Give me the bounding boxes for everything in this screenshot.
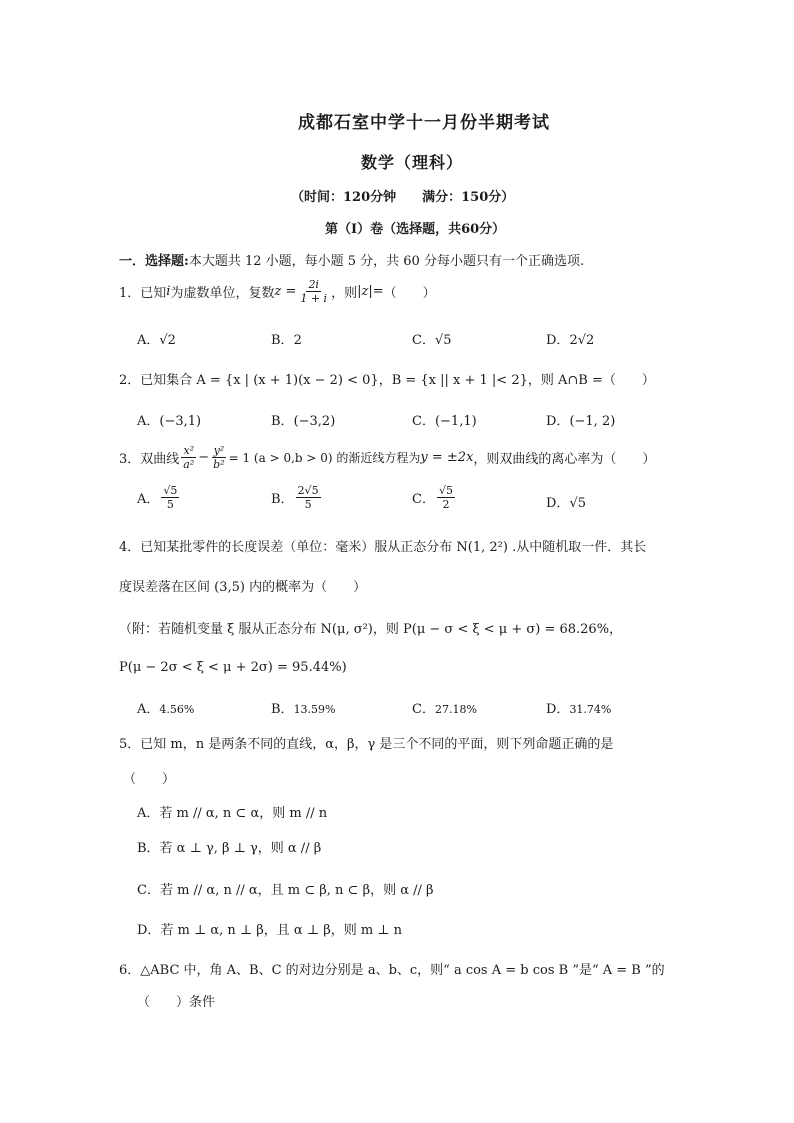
q1-var-i: i (166, 284, 171, 299)
question-4-line-1: 4．已知某批零件的长度误差（单位：毫米）服从正态分布 N(1, 2²) .从中随机取一件．其长 (119, 540, 647, 555)
q1-paren: （ ） (383, 286, 436, 301)
q1-option-b: B．2 (271, 333, 302, 348)
q5-option-b: B．若 α ⊥ γ, β ⊥ γ，则 α // β (137, 841, 322, 856)
q3-asymptote: y = ±2x (420, 450, 474, 465)
q1-text-e: ，则 (331, 286, 358, 301)
question-6-line-2: （ ）条件 (137, 995, 216, 1010)
q3-text-d: ，则双曲线的离心率为（ ） (473, 452, 656, 467)
q5-option-a: A．若 m // α, n ⊂ α，则 m // n (137, 806, 328, 821)
q2-option-c: C．(−1,1) (412, 414, 477, 429)
exam-title: 成都石室中学十一月份半期考试 (298, 113, 550, 133)
question-5-line-1: 5．已知 m，n 是两条不同的直线，α，β，γ 是三个不同的平面，则下列命题正确的是 (119, 737, 614, 752)
q3-fraction-x: $\frac{\text{x²}}{\text{a²}}$ (183, 444, 195, 471)
q1-option-d: D．2√2 (546, 333, 595, 348)
q3-text-a: 3．双曲线 (119, 452, 180, 467)
q4-option-d: D．31.74% (546, 702, 612, 717)
exam-info: （时间：120分钟 满分：150分） (291, 190, 515, 205)
q1-abs-z: |z|= (357, 284, 384, 299)
q1-var-z: z = (274, 284, 297, 299)
question-4-line-3: （附：若随机变量 ξ 服从正态分布 N(μ, σ²)，则 P(μ − σ < ξ < μ + σ) = 68.26%， (119, 622, 623, 637)
question-5-line-2: （ ） (123, 772, 176, 787)
q1-option-c: C．√5 (412, 333, 452, 348)
q1-fraction-den: 1 + i (300, 292, 328, 305)
question-3 (119, 444, 655, 471)
q4-option-c: C．27.18% (412, 702, 477, 717)
question-4-line-2: 度误差落在区间 (3,5) 内的概率为（ ） (119, 580, 367, 595)
question-6-line-1: 6．△ABC 中，角 A、B、C 的对边分别是 a、b、c，则“ a cos A = b cos B ”是“ A = B ”的 (119, 963, 665, 978)
instructions (119, 250, 584, 269)
q5-option-c: C．若 m // α, n // α，且 m ⊂ β, n ⊂ β，则 α // β (137, 883, 434, 898)
q3-fraction-y: $\frac{\text{y²}}{\text{b²}}$ (213, 444, 225, 471)
q1-fraction-num: 2i (308, 278, 319, 291)
q3-option-b: B． $\frac{2√5}{5}$ (271, 484, 319, 511)
q3-option-d: D．√5 (546, 496, 586, 511)
q2-option-b: B．(−3,2) (271, 414, 336, 429)
instructions-text: 本大题共 12 小题，每小题 5 分，共 60 分每小题只有一个正确选项. (188, 254, 585, 269)
q3-option-a: A． $\frac{√5}{5}$ (137, 484, 178, 511)
question-2: 2．已知集合 A = {x | (x + 1)(x − 2) < 0}，B = {x || x + 1 |< 2}，则 A∩B =（ ） (119, 373, 655, 388)
q1-option-a: A．√2 (137, 333, 176, 348)
q1-text-c: 为虚数单位，复数 (170, 286, 275, 301)
q3-text-b: = 1 (a > 0,b > 0) 的渐近线方程为 (228, 451, 421, 465)
question-1 (119, 278, 436, 305)
q5-option-d: D．若 m ⊥ α, n ⊥ β，且 α ⊥ β，则 m ⊥ n (137, 923, 403, 938)
q4-option-a: A．4.56% (137, 702, 195, 717)
instructions-label: 一．选择题: (119, 254, 189, 269)
q1-text-a: 1．已知 (119, 286, 167, 301)
q3-minus: − (198, 450, 210, 465)
question-4-line-4: P(μ − 2σ < ξ < μ + 2σ) = 95.44%) (119, 660, 347, 675)
q3-option-c: C． $\frac{√5}{2}$ (412, 484, 453, 511)
q2-option-a: A．(−3,1) (137, 414, 202, 429)
q2-option-d: D．(−1, 2) (546, 414, 616, 429)
q4-option-b: B．13.59% (271, 702, 336, 717)
exam-subject: 数学（理科） (361, 153, 464, 172)
q1-fraction (298, 278, 329, 305)
section-heading: 第（Ⅰ）卷（选择题，共60分） (325, 222, 506, 237)
